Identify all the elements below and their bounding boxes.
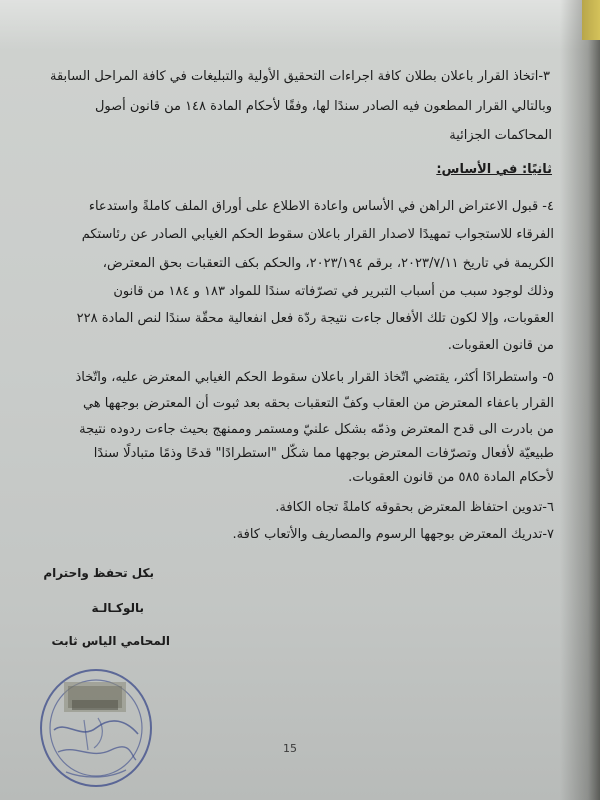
text-line: ٥- واستطرادًا أكثر، يقتضي اتّخاذ القرار باعلان سقوط الحكم الغيابي المعترض عليه، واتّخاذ — [75, 370, 554, 385]
text-line: لأحكام المادة ٥٨٥ من قانون العقوبات. — [348, 470, 554, 485]
text-line: الفرقاء للاستجواب تمهيدًا لاصدار القرار باعلان سقوط الحكم الغيابي الصادر عن رئاستكم — [81, 227, 554, 242]
yellow-folder-edge — [582, 0, 600, 40]
signature-lawyer-name: المحامي الياس ثابت — [51, 634, 170, 648]
text-line: ٦-تدوين احتفاظ المعترض بحقوقه كاملةً تجاه الكافة. — [275, 500, 554, 515]
text-line: من قانون العقوبات. — [447, 338, 554, 353]
text-line: الكريمة في تاريخ ٢٠٢٣/٧/١١، برقم ٢٠٢٣/١٩٤، والحكم بكف التعقبات بحق المعترض، — [102, 256, 554, 271]
page-number: 15 — [283, 742, 297, 755]
section-heading: ثانيًا: في الأساس: — [436, 162, 552, 177]
stamp-seal-icon — [36, 660, 156, 790]
text-line: ٣-اتخاذ القرار باعلان بطلان كافة اجراءات التحقيق الأولية والتبليغات في كافة المراحل السابقة — [49, 69, 550, 84]
binder-shadow — [560, 0, 600, 800]
paper-fold-highlight — [0, 0, 600, 50]
text-line: من بادرت الى قدح المعترض وذمّه بشكل علنيّ ومستمر وممنهج بحيث جاءت ردوده نتيجة — [79, 422, 554, 437]
text-line: طبيعيّة لأفعال وتصرّفات المعترض بوجهها مما شكّل "استطرادًا" قدحًا وذمًا متبادلًا سندًا — [93, 446, 554, 461]
lawyer-stamp — [36, 660, 156, 794]
text-line: وبالتالي القرار المطعون فيه الصادر سندًا لها، وفقًا لأحكام المادة ١٤٨ من قانون أصول — [94, 99, 552, 114]
text-line: المحاكمات الجزائية — [449, 128, 552, 143]
signature-proxy: بالوكـالـة — [91, 601, 144, 615]
text-line: ٤- قبول الاعتراض الراهن في الأساس واعادة الاطلاع على أوراق الملف كاملةً واستدعاء — [88, 199, 554, 214]
signature-closing: بكل تحفظ واحترام — [43, 566, 154, 580]
text-line: العقوبات، وإلا لكون تلك الأفعال جاءت نتيجة ردّة فعل انفعالية محقّة سندًا لنص المادة ٢٢٨ — [76, 311, 554, 326]
text-line: القرار باعفاء المعترض من العقاب وكفّ التعقبات بحقه بعد ثبوت أن المعترض بوجهها هي — [82, 396, 554, 411]
text-line: ٧-تدريك المعترض بوجهها الرسوم والمصاريف والأتعاب كافة. — [232, 527, 554, 542]
text-line: وذلك لوجود سبب من أسباب التبرير في تصرّفاته سندًا للمواد ١٨٣ و ١٨٤ من قانون — [113, 284, 554, 299]
